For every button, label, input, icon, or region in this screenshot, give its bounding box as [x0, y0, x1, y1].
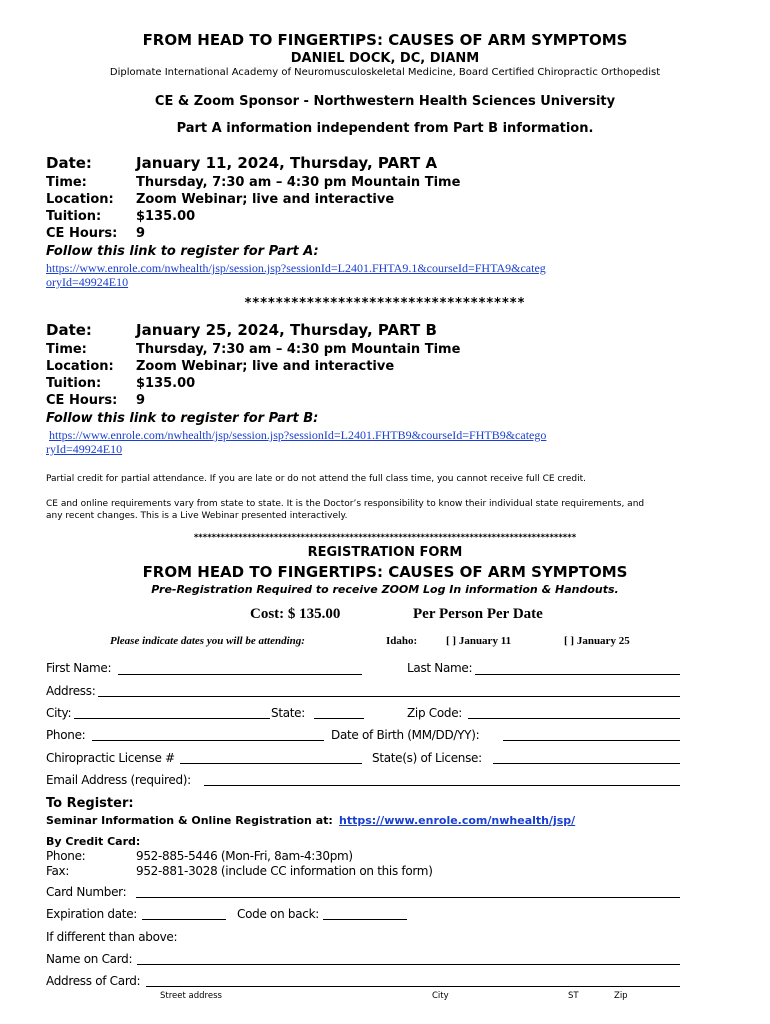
part-note: Part A information independent from Part B information. [176, 121, 594, 136]
address-field[interactable] [98, 696, 680, 697]
first-name-field[interactable] [118, 674, 362, 675]
part-a-tuition-label: Tuition: [46, 209, 102, 224]
city-caption: City [432, 991, 449, 1001]
part-a-tuition: $135.00 [136, 209, 196, 224]
name-on-card-field[interactable] [137, 964, 680, 965]
card-number-field[interactable] [136, 897, 680, 898]
sponsor-line: CE & Zoom Sponsor - Northwestern Health Sciences University [154, 94, 616, 109]
partial-credit-note: Partial credit for partial attendance. If you are late or do not attend the full class time, you cannot receive full CE credit. [46, 474, 587, 484]
part-b-ce-label: CE Hours: [46, 393, 118, 408]
part-b-time-label: Time: [46, 342, 87, 357]
email-field[interactable] [204, 785, 680, 786]
zip-label: Zip Code: [407, 706, 463, 720]
expiration-field[interactable] [142, 919, 226, 920]
address-of-card-field[interactable] [146, 986, 680, 987]
location-idaho: Idaho: [386, 635, 418, 647]
license-states-label: State(s) of License: [372, 751, 482, 765]
license-label: Chiropractic License # [46, 751, 175, 765]
expiration-label: Expiration date: [46, 907, 138, 921]
email-label: Email Address (required): [46, 773, 191, 787]
part-b-time: Thursday, 7:30 am – 4:30 pm Mountain Time [136, 342, 461, 357]
last-name-label: Last Name: [407, 661, 473, 675]
part-a-date-label: Date: [46, 154, 92, 172]
state-label: State: [271, 706, 306, 720]
seminar-info-link[interactable]: https://www.enrole.com/nwhealth/jsp/ [339, 814, 576, 827]
license-field[interactable] [180, 763, 362, 764]
part-b-location: Zoom Webinar; live and interactive [136, 359, 395, 374]
code-on-back-label: Code on back: [237, 907, 319, 921]
part-b-link-intro: Follow this link to register for Part B: [46, 411, 319, 426]
part-b-date: January 25, 2024, Thursday, PART B [136, 321, 437, 339]
indicate-dates-label: Please indicate dates you will be attending: [110, 635, 305, 647]
card-number-label: Card Number: [46, 885, 127, 899]
dob-label: Date of Birth (MM/DD/YY): [331, 728, 480, 742]
part-b-ce: 9 [136, 393, 146, 408]
requirements-note-1: CE and online requirements vary from state to state. It is the Doctor’s responsibility to know their individual state requirements, and [46, 499, 645, 509]
document-title: FROM HEAD TO FINGERTIPS: CAUSES OF ARM SYMPTOMS [142, 31, 628, 49]
part-b-tuition-label: Tuition: [46, 376, 102, 391]
address-of-card-label: Address of Card: [46, 974, 141, 988]
part-b-tuition: $135.00 [136, 376, 196, 391]
register-fax-label: Fax: [46, 864, 70, 878]
part-a-time: Thursday, 7:30 am – 4:30 pm Mountain Time [136, 175, 461, 190]
part-a-ce: 9 [136, 226, 146, 241]
part-b-date-label: Date: [46, 321, 92, 339]
cost-label: Cost: $ 135.00 [250, 606, 341, 622]
preregistration-note: Pre-Registration Required to receive ZOOM Log In information & Handouts. [151, 583, 619, 596]
date-option-jan-25[interactable]: [ ] January 25 [564, 635, 630, 647]
state-field[interactable] [314, 718, 364, 719]
zip-caption: Zip [614, 991, 628, 1001]
code-on-back-field[interactable] [323, 919, 407, 920]
requirements-note-2: any recent changes. This is a Live Webinar presented interactively. [46, 511, 348, 521]
city-label: City: [46, 706, 72, 720]
phone-label: Phone: [46, 728, 86, 742]
name-on-card-label: Name on Card: [46, 952, 133, 966]
first-name-label: First Name: [46, 661, 112, 675]
part-a-register-link[interactable]: https://www.enrole.com/nwhealth/jsp/session.jsp?sessionId=L2401.FHTA9.1&courseId=FHTA9&categ [46, 261, 546, 275]
zip-field[interactable] [468, 718, 680, 719]
seminar-info-label: Seminar Information & Online Registration at: [46, 814, 333, 827]
part-a-link-intro: Follow this link to register for Part A: [46, 244, 319, 259]
city-field[interactable] [74, 718, 270, 719]
part-a-ce-label: CE Hours: [46, 226, 118, 241]
part-a-register-link-cont[interactable]: oryId=49924E10 [46, 275, 129, 289]
credit-card-heading: By Credit Card: [46, 835, 141, 848]
street-address-caption: Street address [160, 991, 222, 1001]
part-b-register-link[interactable]: https://www.enrole.com/nwhealth/jsp/session.jsp?sessionId=L2401.FHTB9&courseId=FHTB9&catego [49, 428, 547, 442]
part-a-time-label: Time: [46, 175, 87, 190]
if-different-label: If different than above: [46, 930, 178, 944]
register-phone-label: Phone: [46, 849, 86, 863]
long-separator-stars: ************************************************************************************** [193, 533, 577, 543]
part-b-register-link-cont[interactable]: ryId=49924E10 [46, 442, 123, 456]
phone-field[interactable] [92, 740, 324, 741]
state-caption: ST [568, 991, 579, 1001]
address-label: Address: [46, 684, 96, 698]
part-a-location-label: Location: [46, 192, 114, 207]
presenter-name: DANIEL DOCK, DC, DIANM [290, 51, 480, 66]
presenter-credentials: Diplomate International Academy of Neuromusculoskeletal Medicine, Board Certified Chiropractic Orthopedist [109, 67, 661, 78]
separator-stars: ************************************ [244, 296, 526, 311]
to-register-heading: To Register: [46, 796, 134, 811]
registration-title: FROM HEAD TO FINGERTIPS: CAUSES OF ARM SYMPTOMS [142, 563, 628, 581]
register-phone: 952-885-5446 (Mon-Fri, 8am-4:30pm) [136, 849, 353, 863]
part-b-location-label: Location: [46, 359, 114, 374]
part-a-location: Zoom Webinar; live and interactive [136, 192, 395, 207]
part-a-date: January 11, 2024, Thursday, PART A [136, 154, 438, 172]
dob-field[interactable] [503, 740, 680, 741]
date-option-jan-11[interactable]: [ ] January 11 [446, 635, 512, 647]
license-states-field[interactable] [493, 763, 680, 764]
last-name-field[interactable] [475, 674, 680, 675]
register-fax: 952-881-3028 (include CC information on this form) [136, 864, 433, 878]
per-person-label: Per Person Per Date [413, 606, 543, 622]
registration-heading: REGISTRATION FORM [307, 545, 463, 560]
